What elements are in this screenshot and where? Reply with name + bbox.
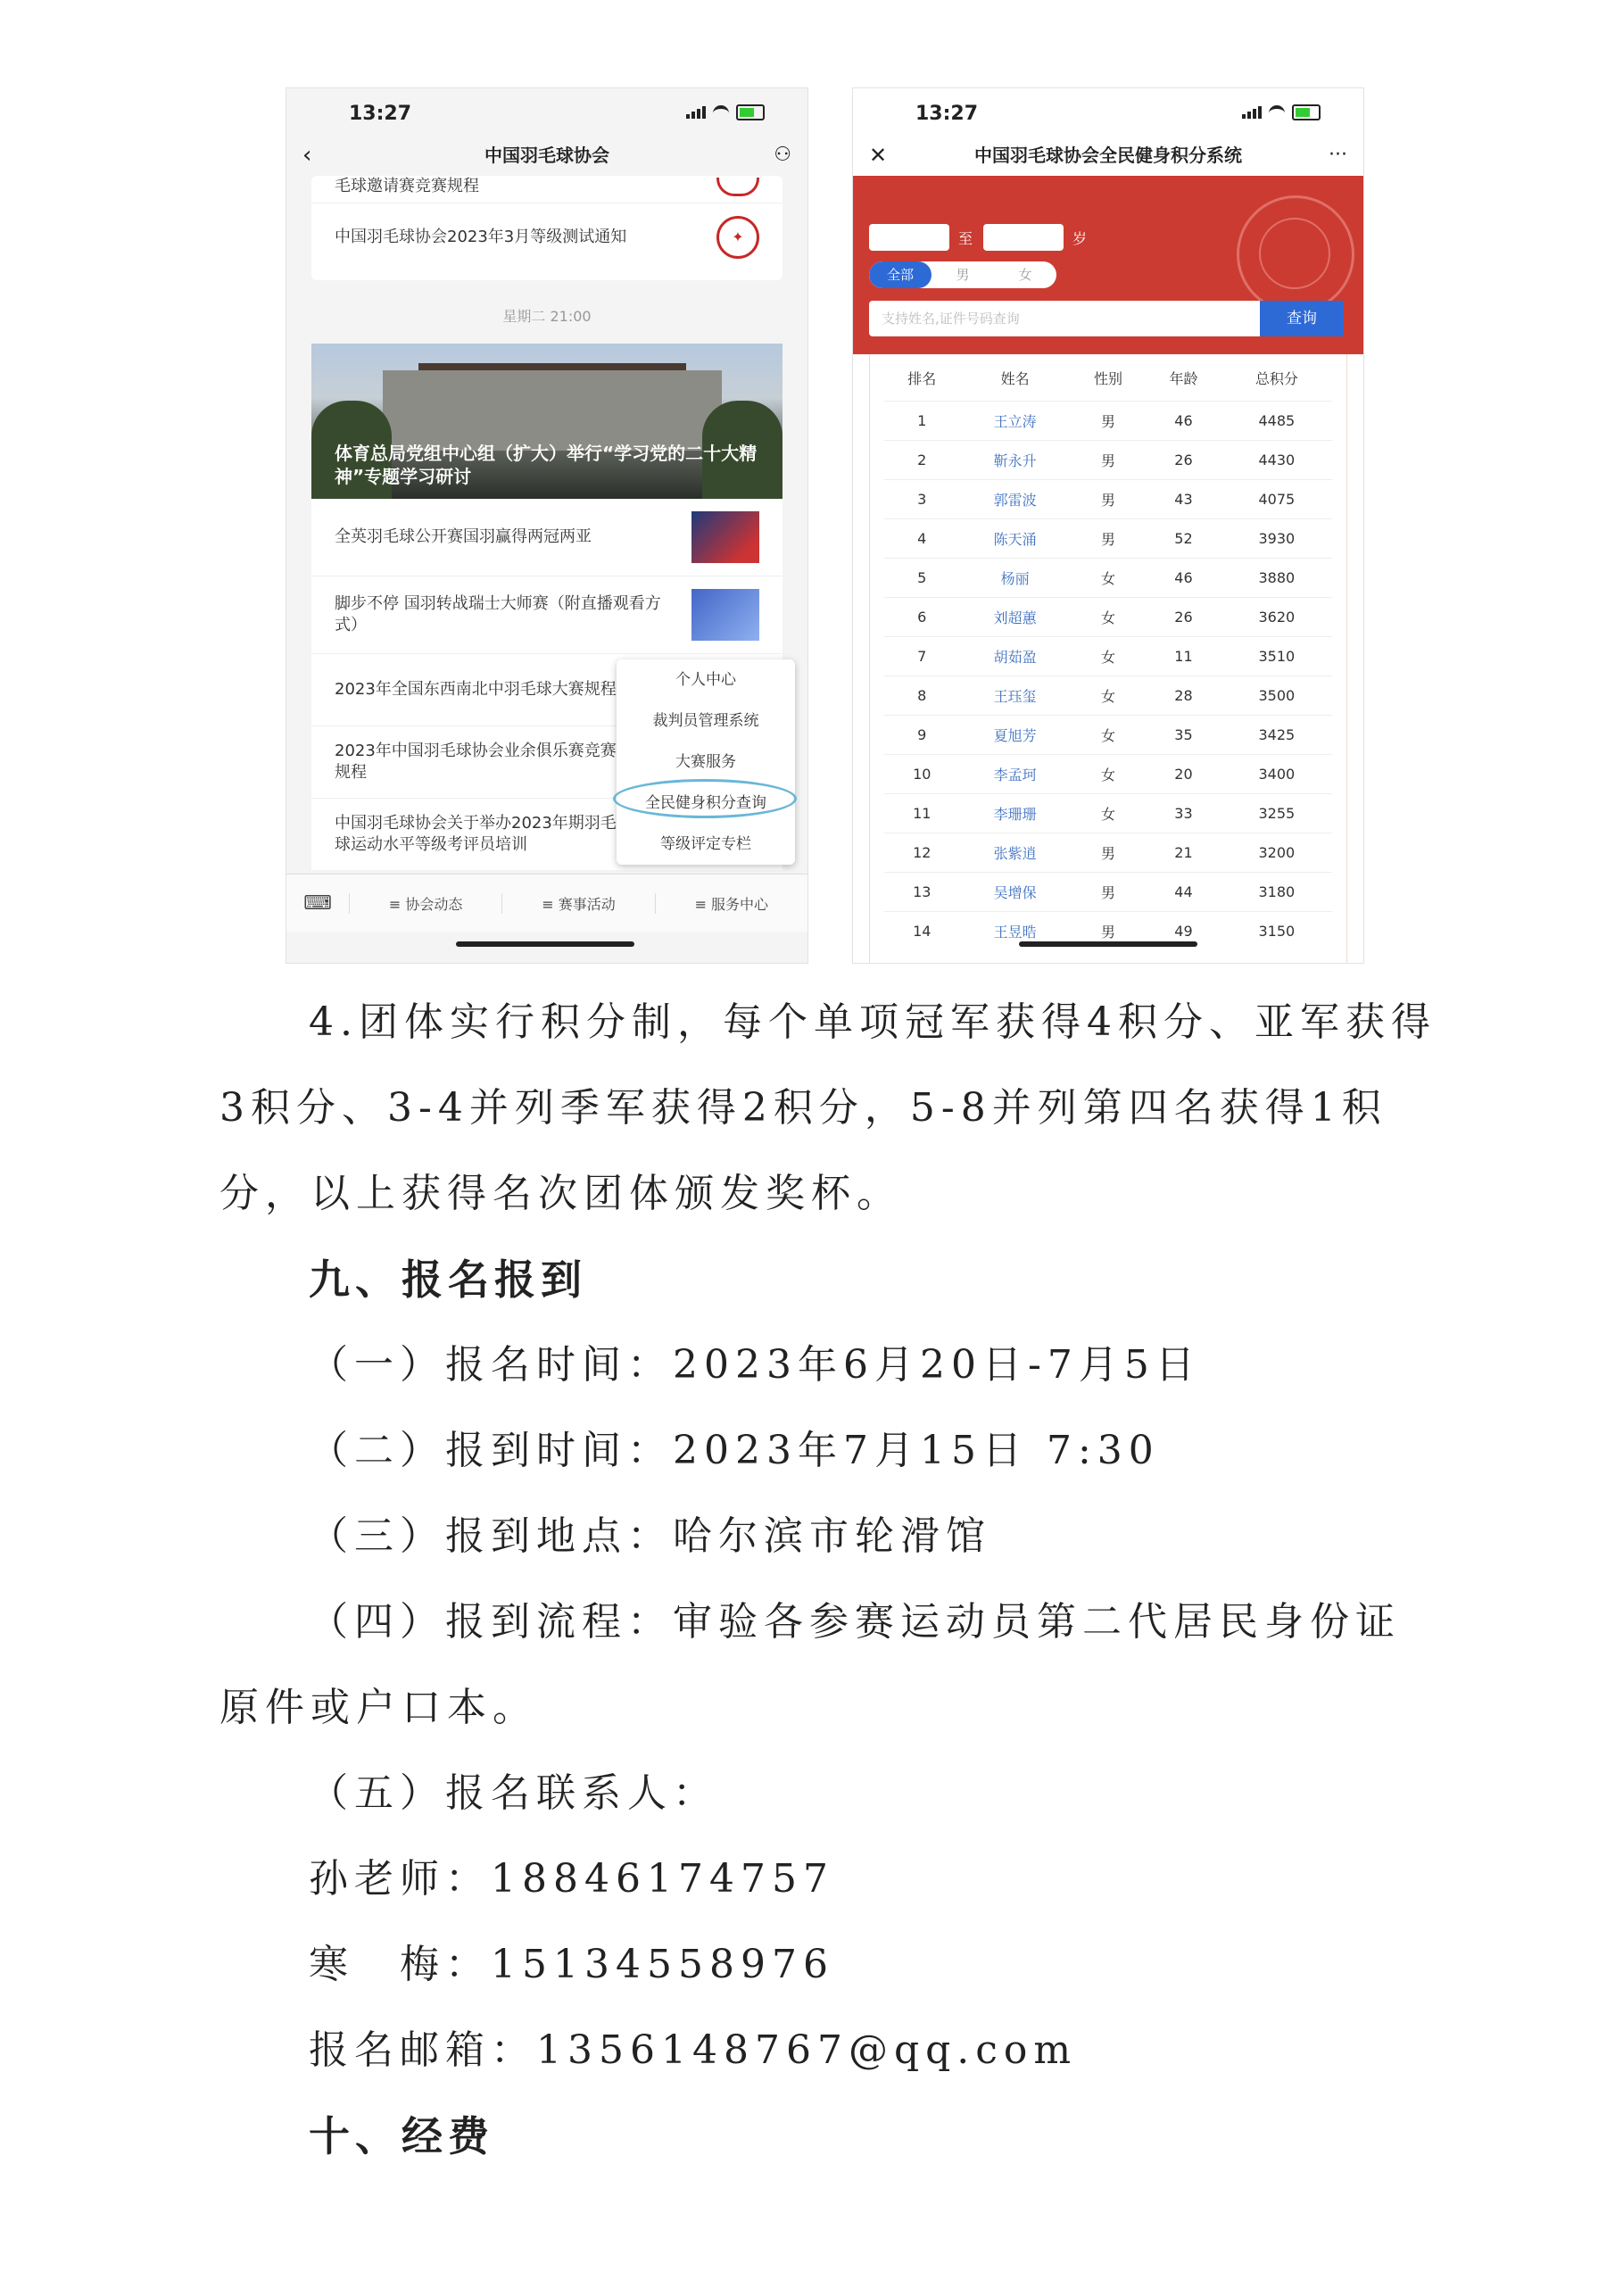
table-row[interactable] [884,676,1332,716]
name-cell[interactable]: 杨丽 [960,559,1071,598]
table-row[interactable] [884,598,1332,637]
table-row[interactable] [884,833,1332,873]
name-cell[interactable]: 夏旭芳 [960,716,1071,755]
gender-cell: 男 [1071,441,1147,480]
association-logo-icon [1237,195,1354,313]
age-cell: 26 [1146,441,1221,480]
age-separator: 至 [958,230,973,247]
status-bar [853,88,1363,135]
gender-cell: 男 [1071,519,1147,559]
name-cell[interactable]: 李孟珂 [960,755,1071,794]
check-in-location: （三）报到地点：哈尔滨市轮滑馆 [309,1513,991,1559]
tab-service-center[interactable]: ≡ 服务中心 [655,893,807,914]
news-title: 脚步不停 国羽转战瑞士大师赛（附直播观看方式） [335,594,661,634]
contact-sun: 孙老师：18846174757 [309,1856,834,1902]
rank-cell: 8 [884,676,960,716]
score-cell: 4485 [1221,402,1332,441]
rank-cell: 4 [884,519,960,559]
ranking-table [884,354,1332,950]
gender-cell: 女 [1071,637,1147,676]
building-image [383,370,722,451]
rank-cell: 10 [884,755,960,794]
age-cell: 20 [1146,755,1221,794]
association-logo-icon: ✦ [716,216,759,259]
wifi-icon [713,105,729,120]
score-cell: 3425 [1221,716,1332,755]
name-cell[interactable]: 张紫逍 [960,833,1071,873]
filter-all[interactable]: 全部 [869,261,932,288]
score-cell: 3880 [1221,559,1332,598]
message-title: 毛球邀请赛竞赛规程 [335,177,479,195]
news-title: 2023年中国羽毛球协会业余俱乐赛竞赛规程 [335,742,617,782]
rank-cell: 6 [884,598,960,637]
gender-cell: 女 [1071,559,1147,598]
score-cell: 3620 [1221,598,1332,637]
rank-cell: 9 [884,716,960,755]
age-cell: 28 [1146,676,1221,716]
age-cell: 11 [1146,637,1221,676]
age-to-input[interactable] [983,224,1064,251]
name-cell[interactable]: 郭雷波 [960,480,1071,519]
gender-cell: 男 [1071,480,1147,519]
name-cell[interactable]: 王立涛 [960,402,1071,441]
message-card [311,176,783,280]
message-item[interactable] [311,176,783,203]
gender-cell: 男 [1071,873,1147,912]
home-indicator [1019,941,1197,947]
bottom-menu-bar [286,874,807,932]
score-cell: 3500 [1221,676,1332,716]
paragraph-team-points: 4.团体实行积分制，每个单项冠军获得4积分、亚军获得3积分、3-4并列季军获得2积分，5-8并列第四名获得1积分，以上获得名次团体颁发奖杯。 [219,999,1437,1216]
gender-cell: 男 [1071,833,1147,873]
status-time: 13:27 [349,103,412,125]
status-bar [286,88,807,135]
keyboard-icon[interactable]: ⌨ [303,891,332,915]
age-cell: 21 [1146,833,1221,873]
profile-icon[interactable]: ⚇ [774,144,791,166]
rank-cell: 11 [884,794,960,833]
age-unit: 岁 [1072,230,1088,247]
registration-time: （一）报名时间：2023年6月20日-7月5日 [309,1342,1201,1388]
news-item[interactable] [311,576,783,653]
contact-han: 寒 梅：15134558976 [309,1942,834,1987]
age-cell: 35 [1146,716,1221,755]
filter-header [853,176,1363,354]
battery-icon [1292,104,1321,120]
section-heading-registration: 九、报名报到 [309,1256,587,1304]
section-heading-funding: 十、经费 [309,2112,494,2160]
gender-cell: 女 [1071,676,1147,716]
news-thumbnail [691,511,759,563]
status-time: 13:27 [915,103,979,125]
score-cell: 3930 [1221,519,1332,559]
gender-cell: 女 [1071,598,1147,637]
tab-events[interactable]: ≡ 赛事活动 [501,893,654,914]
table-header [884,354,1332,402]
wechat-screenshot [286,87,808,964]
news-title: 2023年全国东西南北中羽毛球大赛规程 [335,680,617,699]
score-cell: 3150 [1221,912,1332,951]
tab-association-news[interactable]: ≡ 协会动态 [349,893,501,914]
rank-cell: 5 [884,559,960,598]
signal-icon [686,106,706,119]
check-in-time: （二）报到时间：2023年7月15日 7:30 [309,1428,1160,1473]
rank-cell: 2 [884,441,960,480]
age-cell: 49 [1146,912,1221,951]
rank-cell: 7 [884,637,960,676]
association-logo-icon [716,178,759,196]
table-row[interactable] [884,755,1332,794]
name-cell[interactable]: 靳永升 [960,441,1071,480]
score-cell: 4430 [1221,441,1332,480]
menu-item-grade-evaluation[interactable]: 等级评定专栏 [660,835,751,853]
close-icon[interactable]: ✕ [869,143,888,168]
document-body [219,980,1442,2179]
nav-bar [853,135,1363,176]
score-cell: 4075 [1221,480,1332,519]
news-title: 中国羽毛球协会关于举办2023年期羽毛球运动水平等级考评员培训 [335,814,617,854]
score-cell: 3510 [1221,637,1332,676]
table-row[interactable] [884,873,1332,912]
rank-cell: 12 [884,833,960,873]
name-cell[interactable]: 李珊珊 [960,794,1071,833]
rank-cell: 14 [884,912,960,951]
name-cell[interactable]: 刘超蕙 [960,598,1071,637]
news-item[interactable] [311,499,783,576]
name-cell[interactable]: 王昱晧 [960,912,1071,951]
header-name: 姓名 [1000,369,1030,387]
wifi-icon [1269,105,1285,120]
table-row[interactable] [884,402,1332,441]
back-icon[interactable]: ‹ [302,142,312,169]
name-cell[interactable]: 王珏玺 [960,676,1071,716]
ranking-table-panel [869,354,1347,964]
header-rank: 排名 [907,369,937,387]
search-input[interactable]: 支持姓名,证件号码查询 [869,301,1260,336]
filter-female[interactable]: 女 [1018,267,1032,283]
header-age: 年龄 [1169,369,1198,387]
message-timestamp: 星期二 21:00 [502,308,592,325]
name-cell[interactable]: 吴增保 [960,873,1071,912]
age-cell: 46 [1146,559,1221,598]
search-button[interactable]: 查询 [1260,301,1344,336]
registration-email: 报名邮箱：1356148767@qq.com [309,2027,1078,2073]
age-cell: 43 [1146,480,1221,519]
news-title: 全英羽毛球公开赛国羽赢得两冠两亚 [335,527,592,546]
contact-heading: （五）报名联系人： [309,1770,718,1816]
gender-cell: 男 [1071,402,1147,441]
gender-filter [869,261,1056,288]
table-row[interactable] [884,441,1332,480]
name-cell[interactable]: 陈天涌 [960,519,1071,559]
menu-item-personal-center[interactable]: 个人中心 [675,671,736,689]
service-menu [617,659,795,865]
table-row[interactable] [884,716,1332,755]
menu-item-referee-system[interactable]: 裁判员管理系统 [652,712,759,730]
header-score: 总积分 [1255,369,1298,387]
table-row[interactable] [884,559,1332,598]
nav-bar [286,135,807,176]
header-gender: 性别 [1093,369,1122,387]
age-from-input[interactable] [869,224,949,251]
hero-caption: 体育总局党组中心组（扩大）举行“学习党的二十大精神”专题学习研讨 [335,443,758,487]
score-cell: 3400 [1221,755,1332,794]
more-icon[interactable]: ··· [1329,144,1347,166]
status-icons [686,104,765,120]
battery-icon [736,104,765,120]
page-title: 中国羽毛球协会全民健身积分系统 [974,145,1242,166]
score-cell: 3200 [1221,833,1332,873]
score-cell: 3180 [1221,873,1332,912]
message-title: 中国羽毛球协会2023年3月等级测试通知 [335,228,627,246]
status-icons [1242,104,1321,120]
menu-item-event-service[interactable]: 大赛服务 [675,753,736,771]
points-system-screenshot [852,87,1364,964]
age-cell: 26 [1146,598,1221,637]
table-row[interactable] [884,519,1332,559]
news-thumbnail [691,589,759,641]
rank-cell: 13 [884,873,960,912]
gender-cell: 男 [1071,912,1147,951]
age-cell: 46 [1146,402,1221,441]
name-cell[interactable]: 胡茹盈 [960,637,1071,676]
hero-article[interactable] [311,344,783,499]
table-row[interactable] [884,637,1332,676]
table-row[interactable] [884,480,1332,519]
home-indicator [456,941,634,947]
account-title: 中国羽毛球协会 [484,145,609,166]
highlight-circle [613,779,797,818]
filter-male[interactable]: 男 [956,267,970,283]
age-cell: 52 [1146,519,1221,559]
signal-icon [1242,106,1262,119]
message-item[interactable] [311,203,783,280]
age-cell: 44 [1146,873,1221,912]
gender-cell: 女 [1071,794,1147,833]
age-cell: 33 [1146,794,1221,833]
table-row[interactable] [884,794,1332,833]
search-row [869,301,1344,336]
rank-cell: 1 [884,402,960,441]
rank-cell: 3 [884,480,960,519]
score-cell: 3255 [1221,794,1332,833]
menu-item-fitness-points[interactable]: 全民健身积分查询 [645,794,766,812]
gender-cell: 女 [1071,755,1147,794]
check-in-process: （四）报到流程：审验各参赛运动员第二代居民身份证原件或户口本。 [219,1599,1401,1730]
gender-cell: 女 [1071,716,1147,755]
